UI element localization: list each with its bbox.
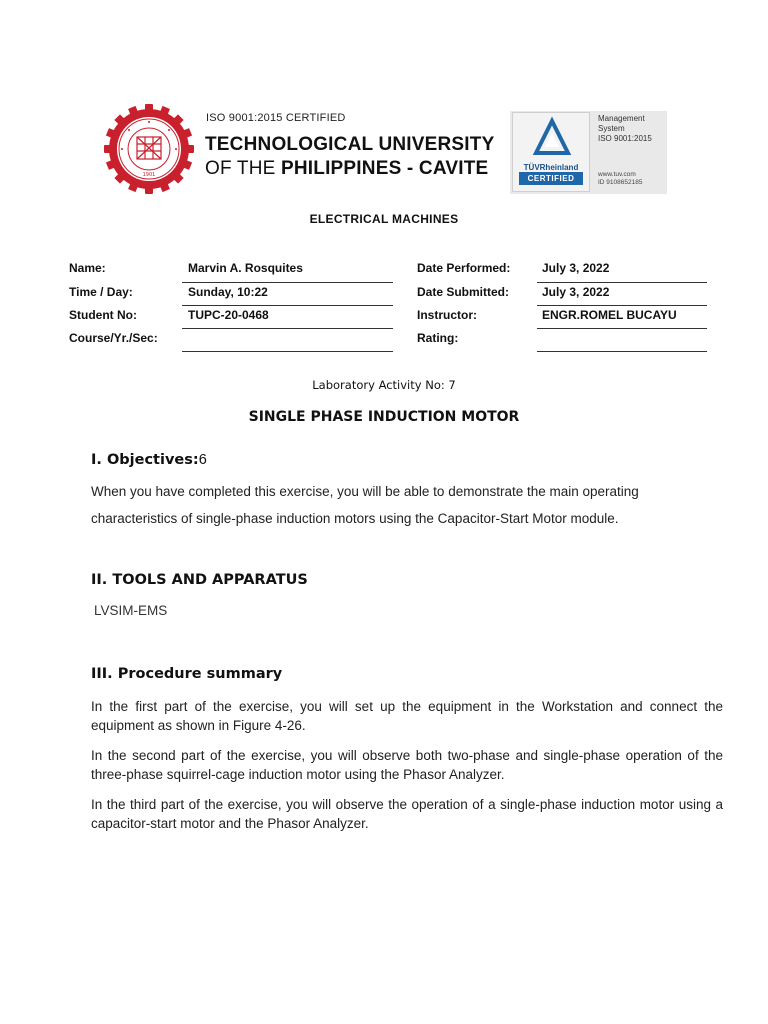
university-name-line2-prefix: OF THE xyxy=(205,158,281,179)
objectives-line1: When you have completed this exercise, you will be able to demonstrate the main operating xyxy=(91,484,639,499)
procedure-heading: III. Procedure summary xyxy=(91,666,283,682)
university-name-line2-bold: PHILIPPINES - CAVITE xyxy=(281,158,489,179)
instructor-label: Instructor: xyxy=(417,308,477,322)
student-no-label: Student No: xyxy=(69,308,137,322)
tuv-info-iso: ISO 9001:2015 xyxy=(598,134,652,143)
objectives-heading-text: I. Objectives: xyxy=(91,452,199,468)
time-day-label: Time / Day: xyxy=(69,285,133,299)
university-seal-icon xyxy=(104,104,194,194)
course-yr-sec-label: Course/Yr./Sec: xyxy=(69,331,158,345)
tools-heading: II. TOOLS AND APPARATUS xyxy=(91,572,308,588)
procedure-paragraph-1: In the first part of the exercise, you will set up the equipment in the Workstation and connect the equipment as shown in Figure 4-26. xyxy=(91,699,746,733)
time-underline xyxy=(182,305,393,306)
tools-item: LVSIM-EMS xyxy=(94,603,168,618)
date-submitted-underline xyxy=(537,305,707,306)
objectives-heading-suffix: 6 xyxy=(198,452,207,468)
activity-title: SINGLE PHASE INDUCTION MOTOR xyxy=(248,409,520,425)
name-label: Name: xyxy=(69,261,106,275)
name-value: Marvin A. Rosquites xyxy=(188,261,303,275)
date-submitted-value: July 3, 2022 xyxy=(542,285,610,299)
tuv-info-system: System xyxy=(598,124,625,133)
tuv-triangle-icon xyxy=(513,113,591,163)
procedure-paragraph-3: In the third part of the exercise, you will observe the operation of a single-phase induction motor using a capacitor-start motor and the Phasor Analyzer. xyxy=(91,797,723,831)
date-performed-label: Date Performed: xyxy=(417,261,511,275)
date-submitted-label: Date Submitted: xyxy=(417,285,510,299)
name-underline xyxy=(182,282,393,283)
laboratory-activity-number: Laboratory Activity No: 7 xyxy=(312,378,456,392)
university-name-line1: TECHNOLOGICAL UNIVERSITY xyxy=(205,134,495,155)
tuv-badge xyxy=(512,112,590,192)
student-underline xyxy=(182,328,393,329)
tuv-web: www.tuv.com xyxy=(598,171,636,178)
iso-certified-line: ISO 9001:2015 CERTIFIED xyxy=(206,112,346,124)
tuv-id: ID 9108652185 xyxy=(598,179,643,186)
rating-label: Rating: xyxy=(417,331,459,345)
tuv-info xyxy=(598,114,666,187)
date-performed-value: July 3, 2022 xyxy=(542,261,610,275)
objectives-line2: characteristics of single-phase induction motors using the Capacitor-Start Motor module. xyxy=(91,511,619,526)
date-performed-underline xyxy=(537,282,707,283)
university-seal xyxy=(104,104,194,194)
time-day-value: Sunday, 10:22 xyxy=(188,285,268,299)
tuv-info-management: Management xyxy=(598,114,645,123)
procedure-paragraph-2: In the second part of the exercise, you will observe both two-phase and single-phase operation of the three-phase squirrel-cage induction motor using the Phasor Analyzer. xyxy=(91,748,723,782)
tuv-certified-label: CERTIFIED xyxy=(519,172,583,185)
objectives-heading xyxy=(91,452,207,468)
tuv-brand: TÜVRheinland xyxy=(523,163,579,172)
instructor-underline xyxy=(537,328,707,329)
course-title: ELECTRICAL MACHINES xyxy=(309,212,459,226)
rating-underline xyxy=(537,351,707,352)
student-no-value: TUPC-20-0468 xyxy=(188,308,269,322)
university-name-line2 xyxy=(205,158,488,180)
course-underline xyxy=(182,351,393,352)
seal-year: 1901 xyxy=(142,172,156,178)
instructor-value: ENGR.ROMEL BUCAYU xyxy=(542,308,677,322)
